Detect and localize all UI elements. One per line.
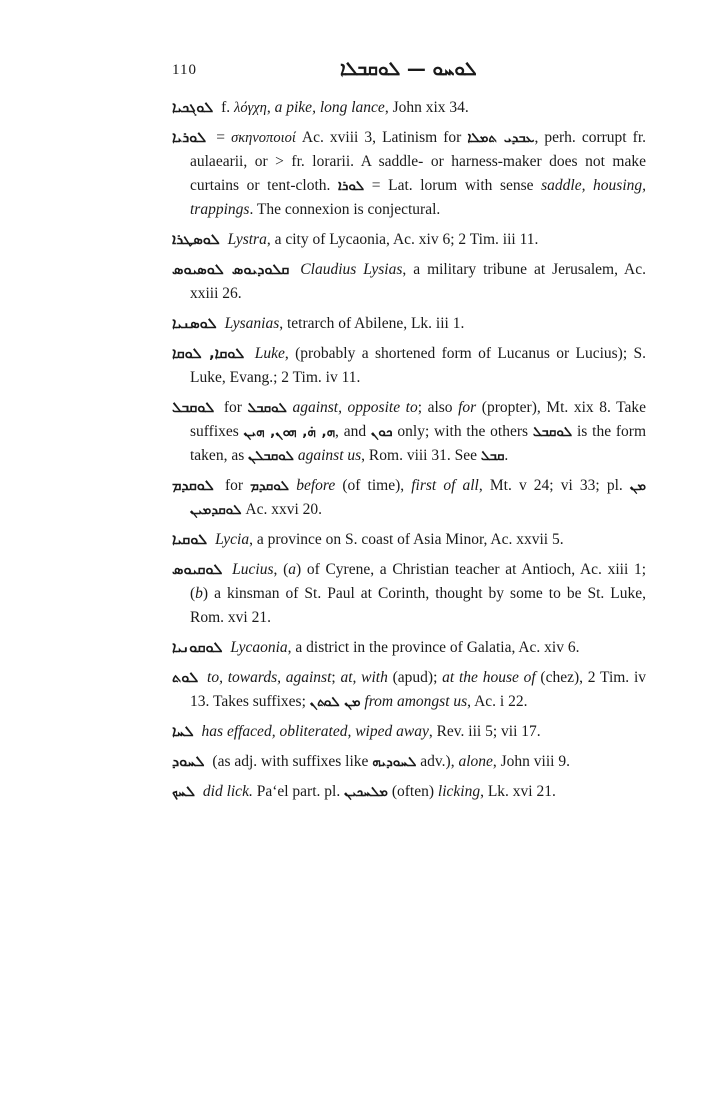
entry-headword: ܠܘܣܛܪܐ <box>172 232 220 248</box>
syriac-word: ܠܘܩܒܠܢ <box>248 448 294 464</box>
entry-text: , perh. corrupt fr. aulaearii, or > fr. lorarii. A saddle- or harness-maker does not make curtains or tent-cloth. <box>190 129 647 194</box>
entry-text: (chez), 2 Tim. iv 13. Takes suffixes; <box>190 669 646 710</box>
dictionary-entry <box>172 558 646 630</box>
page-header <box>172 58 646 92</box>
entry-text: , a province on S. coast of Asia Minor, Ac. xxvii 5. <box>249 531 564 548</box>
gloss-text: before <box>296 477 336 494</box>
greek-word: σκηνοποιοί <box>231 130 296 146</box>
syriac-word: ܠܘܩܒܠ <box>247 400 287 416</box>
gloss-text: Claudius Lysias <box>300 261 403 278</box>
entry-text: Pa‘el part. pl. <box>252 783 345 800</box>
gloss-text: licking <box>437 783 481 800</box>
syriac-word: ܟܘܢ <box>370 424 393 440</box>
gloss-text: at, with <box>340 669 388 686</box>
entry-text: , <box>266 99 275 116</box>
entry-text: only; with the others <box>392 423 533 440</box>
gloss-text: against us <box>297 447 362 464</box>
syriac-word: ܠܘܪܐ <box>338 178 365 194</box>
entry-headword: ܠܘܩܐ, ܠܘܩܐ <box>172 346 245 362</box>
dictionary-entry <box>172 636 646 660</box>
entry-text: , and <box>335 423 371 440</box>
syriac-word: ܡܠܚܟܝܢ <box>344 784 388 800</box>
dictionary-entry <box>172 96 646 120</box>
dictionary-entry <box>172 780 646 804</box>
entry-text: , a city of Lycaonia, Ac. xiv 6; 2 Tim. iii 11. <box>266 231 539 248</box>
entry-headword: ܠܘܩܝܐ <box>172 532 208 548</box>
entry-text: = Lat. lorum with sense <box>364 177 542 194</box>
entry-text: (as adj. with suffixes like <box>212 753 373 770</box>
gloss-text: Lycia <box>215 531 250 548</box>
gloss-text: at the house of <box>442 669 536 686</box>
entry-headword: ܠܚܟ <box>172 784 196 800</box>
gloss-text: Lystra <box>227 231 267 248</box>
entry-headword: ܠܘܬ <box>172 670 199 686</box>
entry-text: , John xix 34. <box>384 99 469 116</box>
dictionary-entry <box>172 396 646 468</box>
entry-text: (apud); <box>387 669 443 686</box>
entry-text: ; also <box>417 399 459 416</box>
entry-text: . <box>504 447 509 464</box>
gloss-text: b <box>195 585 203 602</box>
entry-text: (of time), <box>335 477 412 494</box>
entry-text: , Ac. i 22. <box>467 693 528 710</box>
gloss-text: for <box>458 399 477 416</box>
page-number: 110 <box>172 62 197 78</box>
dictionary-entry <box>172 342 646 390</box>
entry-text: = <box>216 129 232 146</box>
dictionary-entry <box>172 474 646 522</box>
gloss-text: did lick. <box>202 783 253 800</box>
gloss-text: to, towards, against <box>207 669 332 686</box>
gloss-text: Lycaonia <box>230 639 288 656</box>
entry-headword: ܠܘܩܘܢܝܐ <box>172 640 223 656</box>
entry-text: f. <box>221 99 235 116</box>
dictionary-entry <box>172 312 646 336</box>
gloss-text: Lysanias <box>224 315 280 332</box>
entry-text: , ( <box>273 561 289 578</box>
entry-text: adv.), <box>416 753 459 770</box>
dictionary-entry <box>172 720 646 744</box>
gloss-text: a <box>288 561 296 578</box>
entry-text: Ac. xviii 3, Latinism for <box>295 129 468 146</box>
entry-text: , a district in the province of Galatia, Ac. xiv 6. <box>287 639 580 656</box>
entry-text: , John viii 9. <box>492 753 570 770</box>
entry-text: (propter), Mt. xix 8. Take suffixes <box>190 399 647 440</box>
entry-text: is the form taken, as <box>190 423 647 464</box>
entry-headword: ܩܠܘܕܝܘܣ ܠܘܣܝܘܣ <box>172 262 290 278</box>
running-head: ܠܘܚܘ — ܠܘܩܒܠܐ <box>340 58 477 80</box>
entry-headword: ܠܚܐ <box>172 724 194 740</box>
entry-text: for <box>224 477 251 494</box>
syriac-word: ܠܘܩܕܡ <box>250 478 290 494</box>
entry-headword: ܠܘܪܝܐ <box>172 130 207 146</box>
dictionary-entry <box>172 228 646 252</box>
dictionary-entry <box>172 528 646 552</box>
entry-headword: ܠܘܩܝܘܣ <box>172 562 223 578</box>
entry-text: (often) <box>387 783 438 800</box>
entry-text: , (probably a shortened form of Lucanus or Lucius); S. Luke, Evang.; 2 Tim. iv 11. <box>190 345 647 386</box>
gloss-text: a pike, long lance <box>274 99 385 116</box>
entry-headword: ܠܘܩܕܡ <box>172 478 214 494</box>
dictionary-entry <box>172 666 646 714</box>
entry-text: , tetrarch of Abilene, Lk. iii 1. <box>279 315 465 332</box>
syriac-word: ܗ, ܗ̇, ܗܘܢ, ܗܝܢ <box>243 424 336 440</box>
gloss-text: has effaced, obliterated, wiped away <box>201 723 429 740</box>
syriac-word: ܡܢ ܠܘܬܢ <box>309 694 361 710</box>
entry-text: , Lk. xvi 21. <box>480 783 556 800</box>
entry-headword: ܠܚܘܕ <box>172 754 205 770</box>
syriac-word: ܥܒܕܝ ܬܡܠܐ <box>467 130 535 146</box>
syriac-word: ܡܢ ܠܘܩܕܡܝܢ <box>190 478 646 518</box>
gloss-text: from amongst us <box>364 693 468 710</box>
entry-text: . The connexion is conjectural. <box>249 201 441 218</box>
dictionary-entry <box>172 126 646 222</box>
entry-text: ) a kinsman of St. Paul at Corinth, thought by some to be St. Luke, Rom. xvi 21. <box>190 585 646 626</box>
greek-word: λόγχη <box>234 100 267 116</box>
gloss-text: Luke <box>254 345 285 362</box>
syriac-word: ܠܚܘܕܝܗ <box>372 754 417 770</box>
syriac-word: ܠܘܩܒܠ <box>532 424 573 440</box>
gloss-text: saddle, housing, trappings <box>190 177 646 218</box>
entry-headword: ܠܘܓܟܝܐ <box>172 100 214 116</box>
gloss-text: Lucius <box>232 561 274 578</box>
entry-headword: ܠܘܩܒܠ <box>172 400 215 416</box>
entry-text: for <box>223 399 248 416</box>
entry-text: , Mt. v 24; vi 33; pl. <box>478 477 630 494</box>
entry-list <box>172 96 646 810</box>
entry-text: , Rev. iii 5; vii 17. <box>428 723 541 740</box>
dictionary-entry <box>172 750 646 774</box>
gloss-text: alone <box>458 753 493 770</box>
entry-text: Ac. xxvi 20. <box>241 501 323 518</box>
syriac-word: ܩܒܠ <box>480 448 505 464</box>
dictionary-entry <box>172 258 646 306</box>
entry-text: , a military tribune at Jerusalem, Ac. xxiii 26. <box>190 261 647 302</box>
entry-text: ) of Cyrene, a Christian teacher at Antioch, Ac. xiii 1; ( <box>190 561 647 602</box>
entry-text: , Rom. viii 31. See <box>361 447 481 464</box>
entry-text: ; <box>331 669 341 686</box>
entry-headword: ܠܘܣܢܝܐ <box>172 316 217 332</box>
gloss-text: against, opposite to <box>292 399 418 416</box>
gloss-text: first of all <box>411 477 479 494</box>
